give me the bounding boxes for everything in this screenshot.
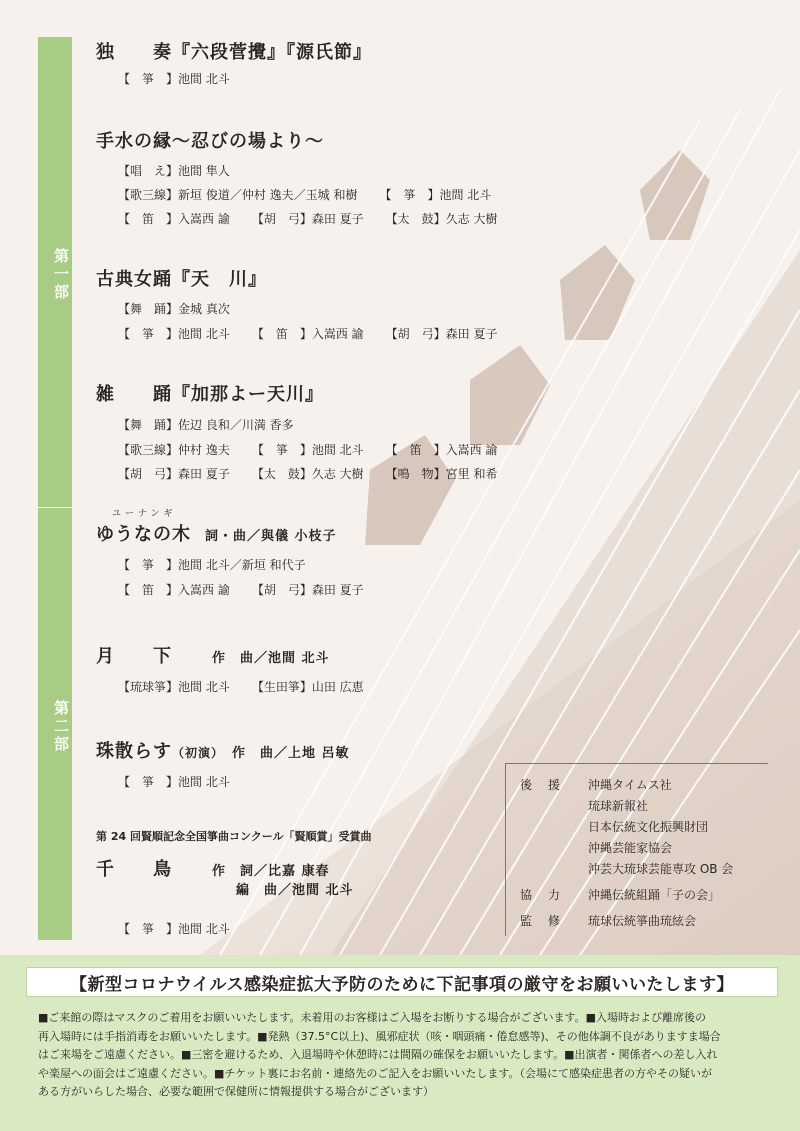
program-title: 手水の縁～忍びの場より～ [96,131,324,152]
performer-line: 【琉球箏】池間 北斗 【生田箏】山田 広恵 [118,680,364,694]
part1-tab: 第一部 [38,37,72,507]
program-title: ゆうなの木 詞・曲／與儀 小枝子 [96,524,337,545]
performer-line: 【 箏 】池間 北斗 [118,922,230,936]
program-title: 千 鳥 作 詞／比嘉 康春 [96,859,330,880]
sponsor-row: 沖縄芸能家協会 [588,841,673,855]
sponsor-row: 日本伝統文化振興財団 [588,820,709,834]
premiere-note: （初演） [172,746,225,760]
composer-credit: 作 曲／上地 呂敏 [232,746,350,761]
notice-line: ある方がいらした場合、必要な範囲で保健所に情報提供する場合がございます） [38,1085,434,1098]
performer-line: 【歌三線】新垣 俊道／仲村 逸夫／玉城 和樹 【 箏 】池間 北斗 [118,188,492,202]
notice-body [38,1009,766,1102]
notice-line: ■ご来館の際はマスクのご着用をお願いいたします。未着用のお客様はご入場をお断りする場合がございます。■入場時および離席後の [38,1011,707,1024]
notice-title: 【新型コロナウイルス感染症拡大予防のために下記事項の厳守をお願いいたします】 [26,967,778,997]
program-title: 月 下 作 曲／池間 北斗 [96,646,330,667]
program-title: 珠散らす（初演） 作 曲／上地 呂敏 [96,741,350,762]
sponsor-row: 琉球新報社 [588,799,649,813]
performer-line: 【舞 踊】金城 真次 [118,302,230,316]
notice-line: や楽屋への面会はご遠慮ください。■チケット裏にお名前・連絡先のご記入をお願いいたします。（会場にて感染症患者の方やその疑いが [38,1066,713,1080]
sponsor-row: 沖芸大琉球芸能専攻 OB 会 [588,862,734,876]
program-ruby: ユーナンギ [112,509,177,519]
sponsor-row: 協力 沖縄伝統組踊「子の会」 [520,888,721,902]
performer-line: 【胡 弓】森田 夏子 【太 鼓】久志 大樹 【鳴 物】宮里 和希 [118,467,498,481]
notice-line: 再入場時には手指消毒をお願いいたします。■発熱（37.5°C以上)、風邪症状（咳・咽頭痛・倦怠感等)、その他体調不良がありますま場合 [38,1029,721,1043]
program-title: 雑 踊『加那よー天川』 [96,384,324,405]
award-note: 第 24 回賢順記念全国箏曲コンクール「賢順賞」受賞曲 [96,830,372,843]
program-title: 独 奏『六段菅攪』『源氏節』 [96,42,372,63]
lyricist-credit: 作 詞／比嘉 康春 [212,864,330,879]
performer-line: 【歌三線】仲村 逸夫 【 箏 】池間 北斗 【 笛 】入嵩西 諭 [118,443,498,457]
part2-tab: 第二部 [38,508,72,940]
performer-line: 【舞 踊】佐辺 良和／川満 香多 [118,418,294,432]
arranger-credit: 編 曲／池間 北斗 [236,883,354,898]
performer-line: 【 箏 】池間 北斗 [118,775,230,789]
performer-line: 【 箏 】池間 北斗 [118,72,230,86]
composer-credit: 詞・曲／與儀 小枝子 [205,529,337,544]
sponsor-row: 後援 沖縄タイムス社 [520,778,672,792]
performer-line: 【 箏 】池間 北斗／新垣 和代子 [118,558,306,572]
performer-line: 【唱 え】池間 隼人 [118,164,230,178]
sponsor-box [505,763,768,936]
composer-credit: 作 曲／池間 北斗 [212,651,330,666]
covid-notice [0,955,800,1131]
performer-line: 【 笛 】入嵩西 諭 【胡 弓】森田 夏子 [118,583,364,597]
notice-line: はご来場をご遠慮ください。■三密を避けるため、入退場時や休憩時には間隔の確保をお願いいたします。■出演者・関係者への差し入れ [38,1048,718,1061]
sponsor-row: 監修 琉球伝統箏曲琉絃会 [520,914,697,928]
performer-line: 【 笛 】入嵩西 諭 【胡 弓】森田 夏子 【太 鼓】久志 大樹 [118,212,498,226]
program-title: 古典女踊『天 川』 [96,269,267,290]
performer-line: 【 箏 】池間 北斗 【 笛 】入嵩西 諭 【胡 弓】森田 夏子 [118,327,498,341]
